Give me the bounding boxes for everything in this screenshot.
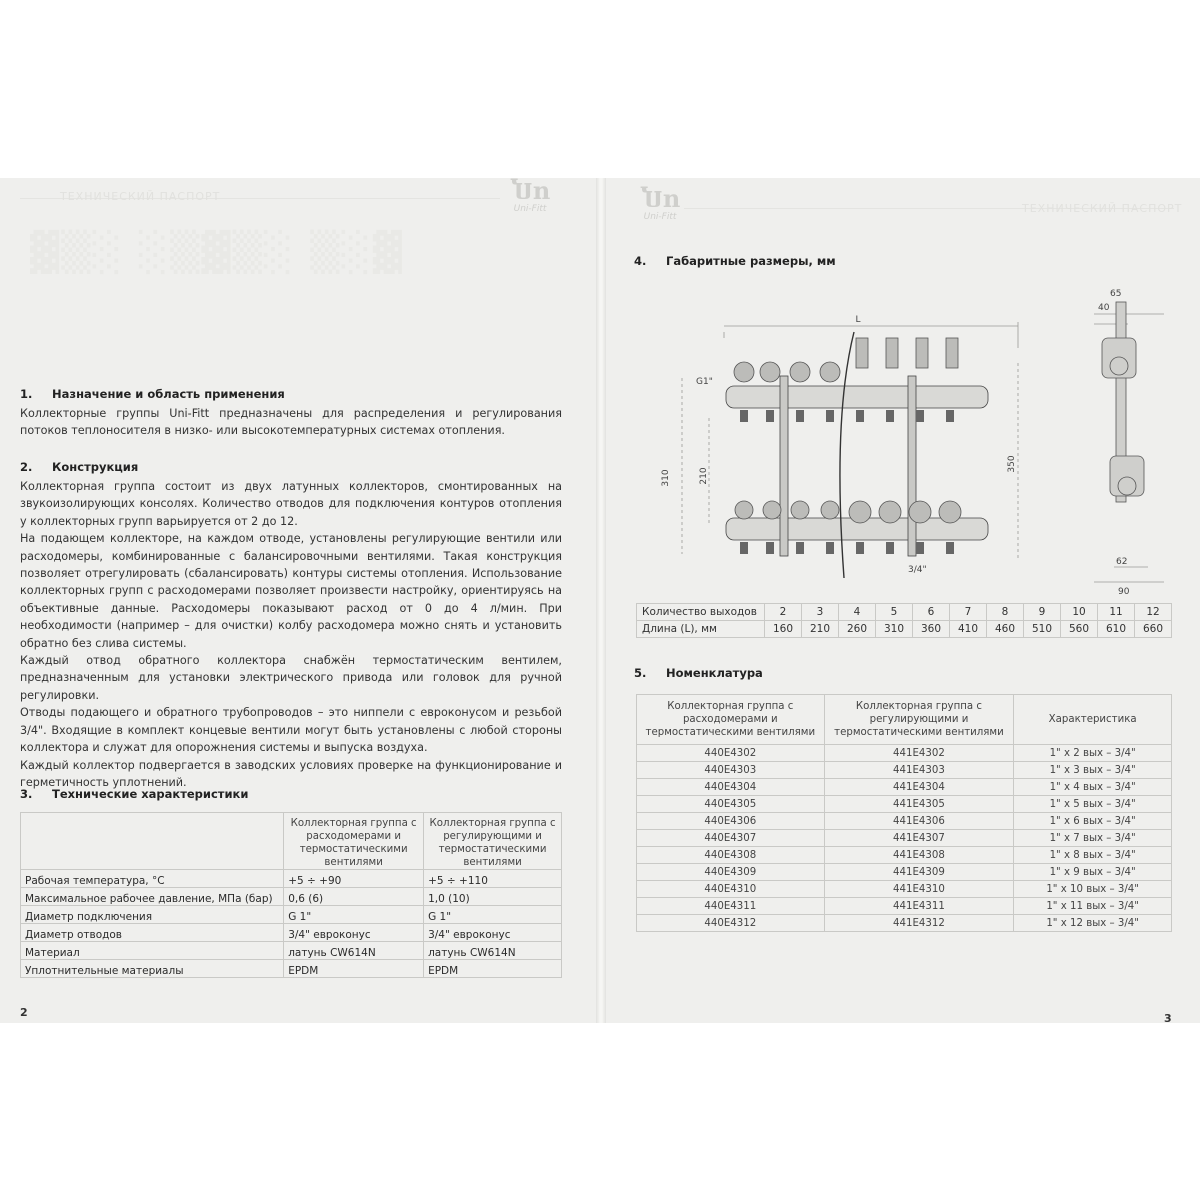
table-row <box>637 779 1172 796</box>
cell-value: 441E4309 <box>824 864 1014 881</box>
cell-value: 440E4309 <box>637 864 825 881</box>
dim-label-40: 40 <box>1098 303 1110 313</box>
row-label: Диаметр подключения <box>21 906 284 924</box>
paragraph: На подающем коллекторе, на каждом отводе, установлены регулирующие вентили или расходомеры, комбинированные с балансировочными вентилями. Такая конструкция позволяет отрегулировать (сбалансировать) контуры системы отопления. Использование коллекторных групп с расходомерами позволяет произвести настройку, ориентируясь на объективные данные. Расходомеры показывают расход от 0 до 4 л/мин. При необходимости (например – для очистки) колбу расходомера можно снять и установить обратно без слива системы. <box>20 532 562 650</box>
row-label: Длина (L), мм <box>637 621 765 638</box>
section-number: 5. <box>634 666 647 680</box>
table-row <box>637 621 1172 638</box>
cell-value: 1" x 7 вых – 3/4" <box>1014 830 1172 847</box>
dim-label-65: 65 <box>1110 289 1122 299</box>
cell-value: 7 <box>950 604 987 621</box>
cell-value: 1" x 3 вых – 3/4" <box>1014 762 1172 779</box>
table-header-cell: Коллекторная группа с регулирующими и термостатическими вентилями <box>824 695 1014 745</box>
cell-value: 210 <box>802 621 839 638</box>
row-label: Максимальное рабочее давление, МПа (бар) <box>21 888 284 906</box>
cell-value: 9 <box>1024 604 1061 621</box>
cell-value: 440E4303 <box>637 762 825 779</box>
logo-brand: Uni-Fitt <box>513 204 547 214</box>
row-label: Уплотнительные материалы <box>21 960 284 978</box>
section-1-text <box>20 405 562 440</box>
dim-label-length: L <box>855 315 861 325</box>
table-row <box>637 796 1172 813</box>
cell-value: 460 <box>987 621 1024 638</box>
section-2-heading <box>20 460 138 474</box>
paragraph: Коллекторная группа состоит из двух латунных коллекторов, смонтированных на звукоизолирующих консолях. Количество отводов для подключения контуров отопления у коллекторных групп варьируется от 2 до 12. <box>20 480 562 528</box>
page-number: 2 <box>20 1006 28 1019</box>
cell-value: 3/4" евроконус <box>284 924 424 942</box>
section-5-heading <box>634 666 763 680</box>
cell-value: 10 <box>1061 604 1098 621</box>
table-row <box>637 745 1172 762</box>
cell-value: 310 <box>876 621 913 638</box>
table-row <box>637 864 1172 881</box>
table-row <box>637 898 1172 915</box>
row-label: Диаметр отводов <box>21 924 284 942</box>
header-ghost-text: ТЕХНИЧЕСКИЙ ПАСПОРТ <box>1022 202 1183 215</box>
cell-value: 6 <box>913 604 950 621</box>
cell-value: 1" x 4 вых – 3/4" <box>1014 779 1172 796</box>
table-header-cell: Коллекторная группа с регулирующими и термостатическими вентилями <box>424 813 562 870</box>
cell-value: 560 <box>1061 621 1098 638</box>
cell-value: EPDM <box>424 960 562 978</box>
cell-value: 660 <box>1135 621 1172 638</box>
right-page <box>604 178 1200 1023</box>
table-header-cell: Коллекторная группа с расходомерами и термостатическими вентилями <box>284 813 424 870</box>
section-2-text <box>20 478 562 791</box>
row-label: Количество выходов <box>637 604 765 621</box>
tech-specs-table <box>20 812 562 978</box>
table-row <box>637 830 1172 847</box>
dimensions-table <box>636 603 1172 638</box>
cell-value: 1" x 2 вых – 3/4" <box>1014 745 1172 762</box>
section-number: 1. <box>20 387 33 401</box>
cell-value: 0,6 (6) <box>284 888 424 906</box>
row-label: Материал <box>21 942 284 960</box>
brand-logo <box>638 186 682 228</box>
cell-value: 441E4312 <box>824 915 1014 932</box>
cell-value: 440E4311 <box>637 898 825 915</box>
section-4-heading <box>634 254 836 268</box>
table-row <box>637 604 1172 621</box>
table-row <box>637 915 1172 932</box>
dim-label-210: 210 <box>699 467 709 485</box>
cell-value: 441E4306 <box>824 813 1014 830</box>
table-row <box>637 847 1172 864</box>
section-title: Габаритные размеры, мм <box>666 254 836 268</box>
table-header-row <box>637 695 1172 745</box>
section-1-heading <box>20 387 285 401</box>
table-row <box>637 881 1172 898</box>
cell-value: 3/4" евроконус <box>424 924 562 942</box>
logo-brand: Uni-Fitt <box>643 212 677 222</box>
cell-value: 410 <box>950 621 987 638</box>
cell-value: латунь CW614N <box>424 942 562 960</box>
dim-label-62: 62 <box>1116 557 1128 567</box>
table-header-cell: Коллекторная группа с расходомерами и термостатическими вентилями <box>637 695 825 745</box>
cell-value: 8 <box>987 604 1024 621</box>
dim-label-outlet: 3/4" <box>908 565 927 575</box>
cell-value: +5 ÷ +90 <box>284 870 424 888</box>
left-page <box>0 178 598 1023</box>
cell-value: 1" x 10 вых – 3/4" <box>1014 881 1172 898</box>
nomenclature-table <box>636 694 1172 932</box>
cell-value: 441E4302 <box>824 745 1014 762</box>
cell-value: 440E4305 <box>637 796 825 813</box>
dimension-drawing <box>604 268 1200 598</box>
cell-value: G 1" <box>424 906 562 924</box>
cell-value: 4 <box>839 604 876 621</box>
ghost-title: ▓▒░ ░▒▓▒░ ▒░▓ <box>30 230 404 274</box>
cell-value: EPDM <box>284 960 424 978</box>
table-header-cell: Характеристика <box>1014 695 1172 745</box>
cell-value: 440E4302 <box>637 745 825 762</box>
page-number: 3 <box>1164 1012 1172 1025</box>
cell-value: 1" x 9 вых – 3/4" <box>1014 864 1172 881</box>
table-row <box>21 870 562 888</box>
dim-label-inlet: G1" <box>696 377 713 387</box>
cell-value: 440E4312 <box>637 915 825 932</box>
cell-value: 440E4310 <box>637 881 825 898</box>
paragraph: Отводы подающего и обратного трубопроводов – это ниппели с евроконусом и резьбой 3/4". Входящие в комплект концевые вентили могут быть установлены с любой стороны коллектора и служат для опорожнения системы и выпуска воздуха. <box>20 706 562 755</box>
cell-value: 610 <box>1098 621 1135 638</box>
dim-label-90: 90 <box>1118 587 1130 597</box>
cell-value: 441E4303 <box>824 762 1014 779</box>
cell-value: 441E4311 <box>824 898 1014 915</box>
cell-value: 440E4307 <box>637 830 825 847</box>
section-number: 2. <box>20 460 33 474</box>
cell-value: 160 <box>765 621 802 638</box>
cell-value: 5 <box>876 604 913 621</box>
brand-logo <box>508 178 552 220</box>
paragraph: Каждый коллектор подвергается в заводских условиях проверке на функционирование и герметичность уплотнений. <box>20 758 562 789</box>
cell-value: 1,0 (10) <box>424 888 562 906</box>
cell-value: 360 <box>913 621 950 638</box>
logo-mark-icon: Ⴎn <box>639 184 681 213</box>
table-row <box>21 888 562 906</box>
cell-value: 441E4304 <box>824 779 1014 796</box>
cell-value: 12 <box>1135 604 1172 621</box>
table-row <box>637 813 1172 830</box>
table-row <box>637 762 1172 779</box>
cell-value: 440E4306 <box>637 813 825 830</box>
section-title: Технические характеристики <box>52 787 249 801</box>
booklet-spread <box>0 178 1200 1023</box>
table-row <box>21 942 562 960</box>
table-row <box>21 924 562 942</box>
paragraph: Каждый отвод обратного коллектора снабжён термостатическим вентилем, предназначенным для установки электрического привода или головок для ручной регулировки. <box>20 654 562 702</box>
cell-value: +5 ÷ +110 <box>424 870 562 888</box>
table-row <box>21 960 562 978</box>
section-number: 3. <box>20 787 33 801</box>
logo-mark-icon: Ⴎn <box>509 176 551 205</box>
cell-value: 3 <box>802 604 839 621</box>
section-3-heading <box>20 787 248 801</box>
cell-value: 1" x 8 вых – 3/4" <box>1014 847 1172 864</box>
table-row <box>21 906 562 924</box>
cell-value: 441E4308 <box>824 847 1014 864</box>
cell-value: 1" x 6 вых – 3/4" <box>1014 813 1172 830</box>
cell-value: G 1" <box>284 906 424 924</box>
row-label: Рабочая температура, °С <box>21 870 284 888</box>
cell-value: 441E4305 <box>824 796 1014 813</box>
cell-value: латунь CW614N <box>284 942 424 960</box>
cell-value: 1" x 5 вых – 3/4" <box>1014 796 1172 813</box>
cell-value: 11 <box>1098 604 1135 621</box>
cell-value: 1" x 12 вых – 3/4" <box>1014 915 1172 932</box>
dim-label-350: 350 <box>1007 455 1017 473</box>
cell-value: 440E4304 <box>637 779 825 796</box>
cell-value: 260 <box>839 621 876 638</box>
section-title: Назначение и область применения <box>52 387 285 401</box>
cell-value: 441E4307 <box>824 830 1014 847</box>
section-title: Конструкция <box>52 460 139 474</box>
header-ghost-text: ТЕХНИЧЕСКИЙ ПАСПОРТ <box>60 190 221 203</box>
dim-label-310: 310 <box>661 469 671 487</box>
cell-value: 440E4308 <box>637 847 825 864</box>
section-number: 4. <box>634 254 647 268</box>
table-header-empty <box>21 813 284 870</box>
cell-value: 510 <box>1024 621 1061 638</box>
cell-value: 1" x 11 вых – 3/4" <box>1014 898 1172 915</box>
table-header-row <box>21 813 562 870</box>
paragraph: Коллекторные группы Uni-Fitt предназначены для распределения и регулирования потоков теплоносителя в низко- или высокотемпературных системах отопления. <box>20 407 562 438</box>
section-title: Номенклатура <box>666 666 763 680</box>
cell-value: 2 <box>765 604 802 621</box>
cell-value: 441E4310 <box>824 881 1014 898</box>
